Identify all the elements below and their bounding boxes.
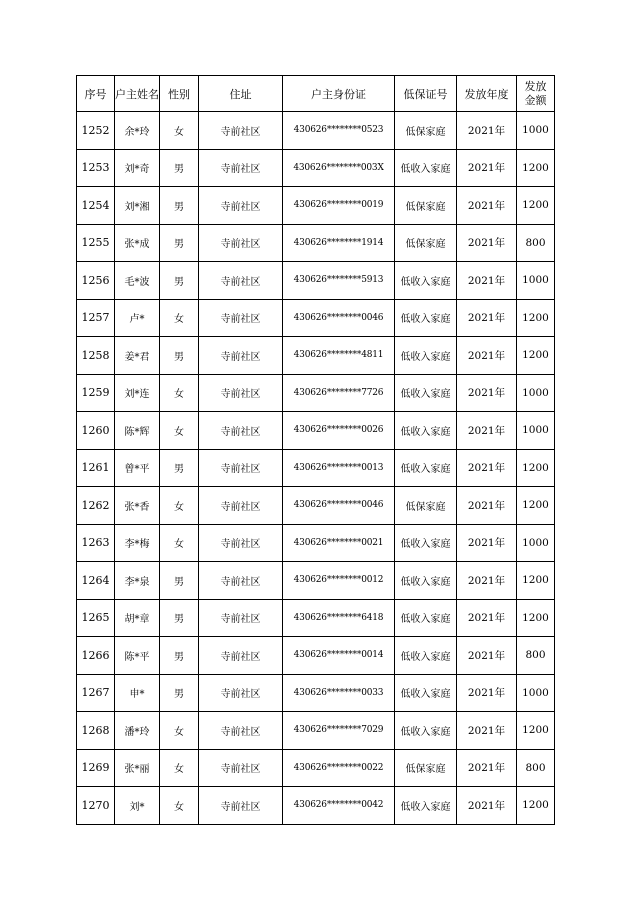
cell-address: 寺前社区 (199, 299, 283, 337)
cell-seq: 1261 (77, 449, 115, 487)
cell-gender: 男 (160, 262, 199, 300)
cell-address: 寺前社区 (199, 224, 283, 262)
cell-name: 李*梅 (115, 524, 160, 562)
cell-address: 寺前社区 (199, 562, 283, 600)
cell-seq: 1266 (77, 637, 115, 675)
table-row (77, 262, 555, 300)
header-amount-line1: 发放 (524, 79, 547, 93)
cell-name: 胡*章 (115, 599, 160, 637)
table-row (77, 449, 555, 487)
cell-year: 2021年 (457, 562, 517, 600)
cell-year: 2021年 (457, 487, 517, 525)
cell-year: 2021年 (457, 224, 517, 262)
table-row (77, 412, 555, 450)
header-name: 户主姓名 (115, 76, 160, 112)
cell-cert: 低收入家庭 (395, 674, 457, 712)
cell-cert: 低收入家庭 (395, 787, 457, 825)
cell-id-number: 430626********0012 (283, 562, 395, 600)
cell-amount: 1200 (517, 337, 555, 375)
cell-seq: 1257 (77, 299, 115, 337)
cell-name: 陈*辉 (115, 412, 160, 450)
cell-gender: 男 (160, 337, 199, 375)
cell-name: 李*泉 (115, 562, 160, 600)
cell-seq: 1267 (77, 674, 115, 712)
cell-amount: 1200 (517, 299, 555, 337)
cell-address: 寺前社区 (199, 599, 283, 637)
cell-name: 刘* (115, 787, 160, 825)
cell-cert: 低收入家庭 (395, 449, 457, 487)
cell-seq: 1262 (77, 487, 115, 525)
header-year: 发放年度 (457, 76, 517, 112)
cell-year: 2021年 (457, 149, 517, 187)
cell-cert: 低收入家庭 (395, 374, 457, 412)
table-row (77, 487, 555, 525)
cell-name: 余*玲 (115, 112, 160, 150)
cell-id-number: 430626********1914 (283, 224, 395, 262)
cell-address: 寺前社区 (199, 524, 283, 562)
cell-gender: 男 (160, 224, 199, 262)
cell-address: 寺前社区 (199, 374, 283, 412)
cell-seq: 1260 (77, 412, 115, 450)
table-row (77, 112, 555, 150)
cell-gender: 女 (160, 299, 199, 337)
cell-seq: 1254 (77, 187, 115, 225)
cell-gender: 女 (160, 412, 199, 450)
table-row (77, 224, 555, 262)
cell-amount: 1000 (517, 674, 555, 712)
table-row (77, 149, 555, 187)
cell-year: 2021年 (457, 599, 517, 637)
cell-id-number: 430626********0019 (283, 187, 395, 225)
cell-gender: 女 (160, 112, 199, 150)
cell-seq: 1263 (77, 524, 115, 562)
cell-year: 2021年 (457, 637, 517, 675)
header-amount-line2: 金额 (524, 93, 547, 107)
cell-amount: 1200 (517, 187, 555, 225)
cell-year: 2021年 (457, 712, 517, 750)
table-row (77, 712, 555, 750)
cell-gender: 男 (160, 637, 199, 675)
cell-id-number: 430626********0013 (283, 449, 395, 487)
cell-amount: 1000 (517, 374, 555, 412)
cell-gender: 男 (160, 674, 199, 712)
cell-id-number: 430626********0523 (283, 112, 395, 150)
table-row (77, 637, 555, 675)
cell-seq: 1270 (77, 787, 115, 825)
cell-id-number: 430626********003X (283, 149, 395, 187)
cell-amount: 1200 (517, 149, 555, 187)
cell-year: 2021年 (457, 412, 517, 450)
cell-id-number: 430626********4811 (283, 337, 395, 375)
cell-amount: 1000 (517, 524, 555, 562)
cell-name: 申* (115, 674, 160, 712)
cell-id-number: 430626********0042 (283, 787, 395, 825)
header-row (77, 76, 555, 112)
cell-seq: 1258 (77, 337, 115, 375)
cell-id-number: 430626********0021 (283, 524, 395, 562)
cell-address: 寺前社区 (199, 412, 283, 450)
cell-amount: 1000 (517, 112, 555, 150)
cell-amount: 1200 (517, 787, 555, 825)
cell-name: 刘*湘 (115, 187, 160, 225)
cell-id-number: 430626********0046 (283, 299, 395, 337)
table-row (77, 299, 555, 337)
cell-cert: 低收入家庭 (395, 262, 457, 300)
cell-id-number: 430626********0033 (283, 674, 395, 712)
cell-amount: 1200 (517, 449, 555, 487)
cell-name: 张*成 (115, 224, 160, 262)
cell-cert: 低保家庭 (395, 749, 457, 787)
cell-year: 2021年 (457, 787, 517, 825)
cell-year: 2021年 (457, 187, 517, 225)
cell-name: 卢* (115, 299, 160, 337)
cell-name: 曾*平 (115, 449, 160, 487)
cell-gender: 男 (160, 562, 199, 600)
cell-address: 寺前社区 (199, 262, 283, 300)
cell-year: 2021年 (457, 112, 517, 150)
cell-name: 姜*君 (115, 337, 160, 375)
table-row (77, 674, 555, 712)
cell-gender: 男 (160, 149, 199, 187)
cell-address: 寺前社区 (199, 149, 283, 187)
cell-seq: 1252 (77, 112, 115, 150)
cell-gender: 女 (160, 749, 199, 787)
cell-id-number: 430626********0014 (283, 637, 395, 675)
table-row (77, 787, 555, 825)
cell-name: 陈*平 (115, 637, 160, 675)
header-seq: 序号 (77, 76, 115, 112)
cell-name: 刘*连 (115, 374, 160, 412)
cell-id-number: 430626********5913 (283, 262, 395, 300)
cell-id-number: 430626********0026 (283, 412, 395, 450)
cell-year: 2021年 (457, 749, 517, 787)
cell-name: 毛*波 (115, 262, 160, 300)
cell-amount: 1000 (517, 262, 555, 300)
header-amount (517, 76, 555, 112)
cell-cert: 低收入家庭 (395, 299, 457, 337)
cell-id-number: 430626********6418 (283, 599, 395, 637)
cell-name: 张*香 (115, 487, 160, 525)
cell-address: 寺前社区 (199, 187, 283, 225)
cell-name: 张*丽 (115, 749, 160, 787)
cell-seq: 1265 (77, 599, 115, 637)
cell-gender: 女 (160, 487, 199, 525)
header-id-number: 户主身份证 (283, 76, 395, 112)
cell-year: 2021年 (457, 374, 517, 412)
table-body (77, 112, 555, 825)
cell-year: 2021年 (457, 337, 517, 375)
cell-amount: 1000 (517, 412, 555, 450)
cell-year: 2021年 (457, 299, 517, 337)
cell-cert: 低保家庭 (395, 487, 457, 525)
cell-cert: 低保家庭 (395, 224, 457, 262)
cell-address: 寺前社区 (199, 637, 283, 675)
cell-seq: 1256 (77, 262, 115, 300)
cell-address: 寺前社区 (199, 112, 283, 150)
cell-cert: 低收入家庭 (395, 637, 457, 675)
cell-seq: 1255 (77, 224, 115, 262)
cell-gender: 女 (160, 787, 199, 825)
cell-gender: 女 (160, 524, 199, 562)
cell-name: 潘*玲 (115, 712, 160, 750)
cell-seq: 1268 (77, 712, 115, 750)
cell-id-number: 430626********7726 (283, 374, 395, 412)
table-row (77, 337, 555, 375)
table-row (77, 524, 555, 562)
cell-amount: 800 (517, 637, 555, 675)
cell-name: 刘*奇 (115, 149, 160, 187)
cell-id-number: 430626********0046 (283, 487, 395, 525)
cell-amount: 1200 (517, 562, 555, 600)
cell-year: 2021年 (457, 449, 517, 487)
cell-seq: 1264 (77, 562, 115, 600)
table-row (77, 749, 555, 787)
header-gender: 性别 (160, 76, 199, 112)
cell-id-number: 430626********0022 (283, 749, 395, 787)
cell-gender: 男 (160, 599, 199, 637)
cell-gender: 男 (160, 449, 199, 487)
cell-gender: 女 (160, 712, 199, 750)
cell-gender: 女 (160, 374, 199, 412)
cell-cert: 低收入家庭 (395, 599, 457, 637)
cell-amount: 800 (517, 749, 555, 787)
header-address: 住址 (199, 76, 283, 112)
table-row (77, 187, 555, 225)
cell-cert: 低保家庭 (395, 112, 457, 150)
cell-seq: 1253 (77, 149, 115, 187)
cell-amount: 800 (517, 224, 555, 262)
cell-cert: 低收入家庭 (395, 337, 457, 375)
cell-seq: 1259 (77, 374, 115, 412)
cell-cert: 低保家庭 (395, 187, 457, 225)
cell-cert: 低收入家庭 (395, 562, 457, 600)
cell-address: 寺前社区 (199, 712, 283, 750)
cell-address: 寺前社区 (199, 674, 283, 712)
cell-cert: 低收入家庭 (395, 524, 457, 562)
cell-seq: 1269 (77, 749, 115, 787)
table-row (77, 374, 555, 412)
cell-address: 寺前社区 (199, 487, 283, 525)
cell-cert: 低收入家庭 (395, 149, 457, 187)
cell-cert: 低收入家庭 (395, 412, 457, 450)
cell-address: 寺前社区 (199, 787, 283, 825)
assistance-table (76, 75, 555, 825)
cell-address: 寺前社区 (199, 449, 283, 487)
cell-gender: 男 (160, 187, 199, 225)
cell-id-number: 430626********7029 (283, 712, 395, 750)
cell-cert: 低收入家庭 (395, 712, 457, 750)
header-cert-no: 低保证号 (395, 76, 457, 112)
cell-amount: 1200 (517, 599, 555, 637)
cell-year: 2021年 (457, 674, 517, 712)
cell-address: 寺前社区 (199, 337, 283, 375)
table-row (77, 599, 555, 637)
cell-year: 2021年 (457, 262, 517, 300)
cell-year: 2021年 (457, 524, 517, 562)
cell-amount: 1200 (517, 487, 555, 525)
cell-amount: 1200 (517, 712, 555, 750)
cell-address: 寺前社区 (199, 749, 283, 787)
table-row (77, 562, 555, 600)
